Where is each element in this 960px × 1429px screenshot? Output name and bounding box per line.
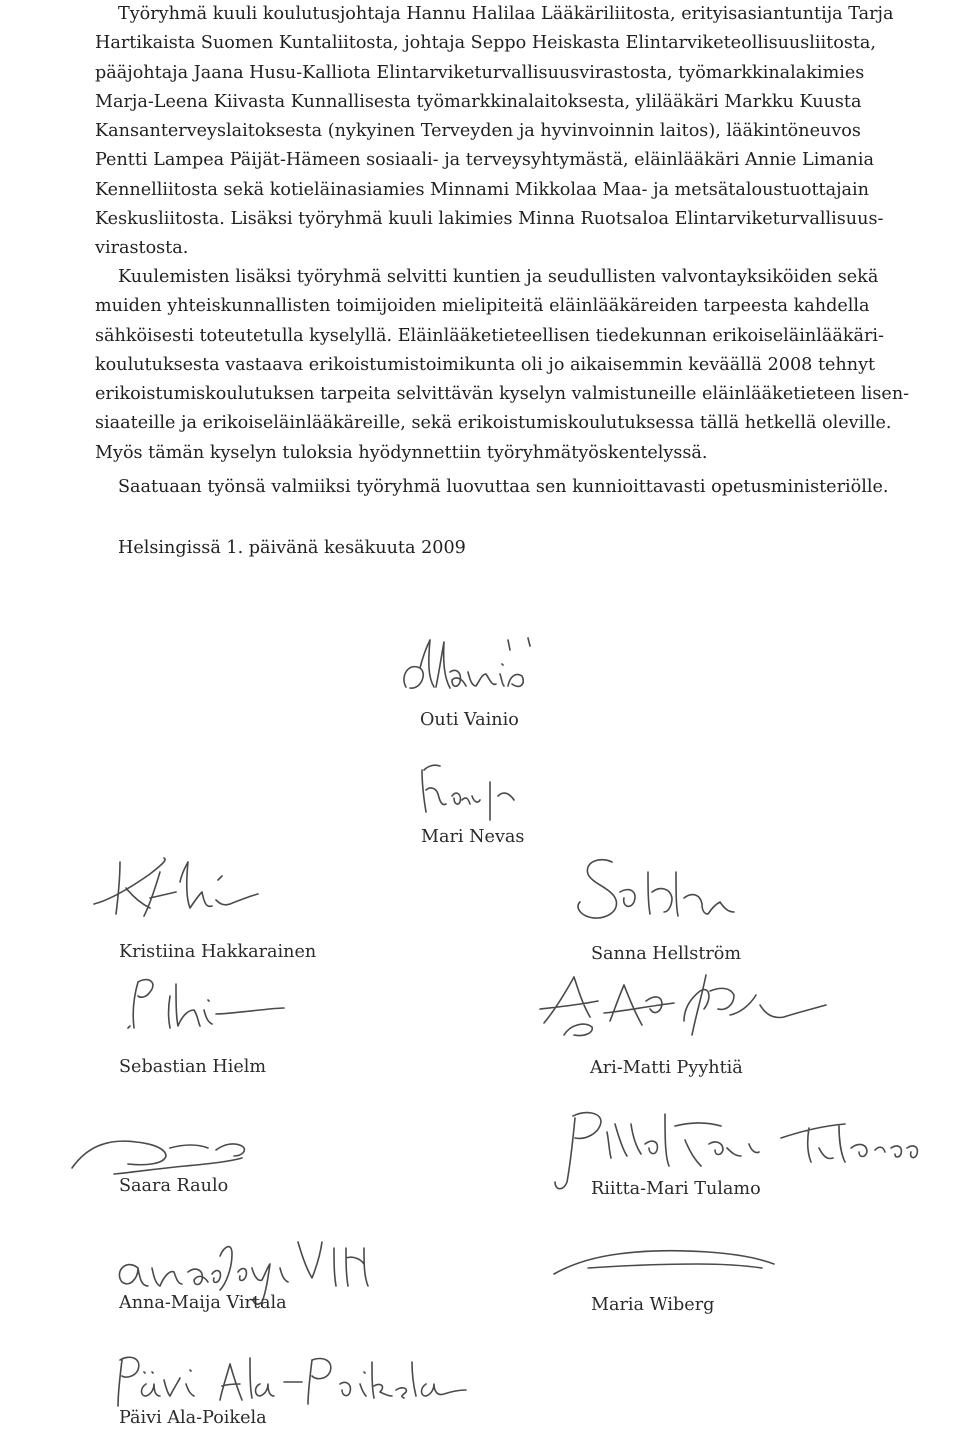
handwritten-signature-image xyxy=(108,1348,478,1410)
text-line: Keskusliitosta. Lisäksi työryhmä kuuli lakimies Minna Ruotsaloa Elintarviketurvallisuus- xyxy=(95,209,884,230)
signatory-name: Sanna Hellström xyxy=(591,944,742,964)
paragraph-hearings xyxy=(95,0,935,264)
text-line: siaateille ja erikoiseläinlääkäreille, sekä erikoistumiskoulutuksessa tällä hetkellä oleville. xyxy=(95,413,892,434)
handwritten-signature-image xyxy=(120,970,290,1040)
handwritten-signature-image xyxy=(398,632,573,707)
paragraph-surveys xyxy=(95,263,935,468)
handwritten-signature-image xyxy=(534,965,834,1050)
text-line: Hartikaista Suomen Kuntaliitosta, johtaja Seppo Heiskasta Elintarviketeollisuusliitosta, xyxy=(95,33,877,54)
signatory-name: Outi Vainio xyxy=(420,710,519,730)
text-line: sähköisesti toteutetulla kyselyllä. Eläinlääketieteellisen tiedekunnan erikoiseläinlääkäri- xyxy=(95,325,884,346)
text-line: Marja-Leena Kiivasta Kunnallisesta työmarkkinalaitoksesta, ylilääkäri Markku Kuusta xyxy=(95,91,862,112)
signatory-name: Päivi Ala-Poikela xyxy=(119,1408,267,1428)
paragraph-closing xyxy=(95,473,935,502)
signatory-name: Mari Nevas xyxy=(421,827,525,847)
signatory-name: Kristiina Hakkarainen xyxy=(119,942,317,962)
text-line: Kuulemisten lisäksi työryhmä selvitti kuntien ja seudullisten valvontayksiköiden sekä xyxy=(118,267,879,287)
text-line: koulutuksesta vastaava erikoistumistoimikunta oli jo aikaisemmin keväällä 2008 tehnyt xyxy=(95,354,876,375)
signatory-name: Maria Wiberg xyxy=(591,1295,715,1315)
text-line: virastosta. xyxy=(95,238,189,259)
signatory-name: Saara Raulo xyxy=(119,1176,229,1196)
text-line: Pentti Lampea Päijät-Hämeen sosiaali- ja terveysyhtymästä, eläinlääkäri Annie Limania xyxy=(95,150,874,171)
text-line: Saatuaan työnsä valmiiksi työryhmä luovuttaa sen kunnioittavasti opetusministeriölle. xyxy=(118,477,889,497)
text-line: erikoistumiskoulutuksen tarpeita selvittävän kyselyn valmistuneille eläinlääketieteen lisen- xyxy=(95,384,910,405)
text-line: Kansanterveyslaitoksesta (nykyinen Terveyden ja hyvinvoinnin laitos), lääkintöneuvos xyxy=(95,121,861,142)
text-line: pääjohtaja Jaana Husu-Kalliota Elintarviketurvallisuusvirastosta, työmarkkinalakimies xyxy=(95,62,865,83)
signatory-name: Sebastian Hielm xyxy=(119,1057,267,1077)
text-line: Kennelliitosta sekä kotieläinasiamies Minnami Mikkolaa Maa- ja metsätaloustuottajain xyxy=(95,179,869,200)
handwritten-signature-image xyxy=(548,1238,788,1283)
text-line: Työryhmä kuuli koulutusjohtaja Hannu Halilaa Lääkäriliitosta, erityisasiantuntija Tarja xyxy=(118,4,894,24)
text-line: Myös tämän kyselyn tuloksia hyödynnettiin työryhmätyöskentelyssä. xyxy=(95,442,708,463)
handwritten-signature-image xyxy=(90,852,270,932)
text-line: muiden yhteiskunnallisten toimijoiden mielipiteitä eläinlääkäreiden tarpeesta kahdella xyxy=(95,296,870,317)
signatory-name: Anna-Maija Virtala xyxy=(119,1293,287,1313)
signatory-name: Ari-Matti Pyyhtiä xyxy=(590,1058,743,1078)
signatory-name: Riitta-Mari Tulamo xyxy=(591,1179,761,1199)
handwritten-signature-image xyxy=(572,852,762,937)
place-and-date: Helsingissä 1. päivänä kesäkuuta 2009 xyxy=(118,538,466,558)
